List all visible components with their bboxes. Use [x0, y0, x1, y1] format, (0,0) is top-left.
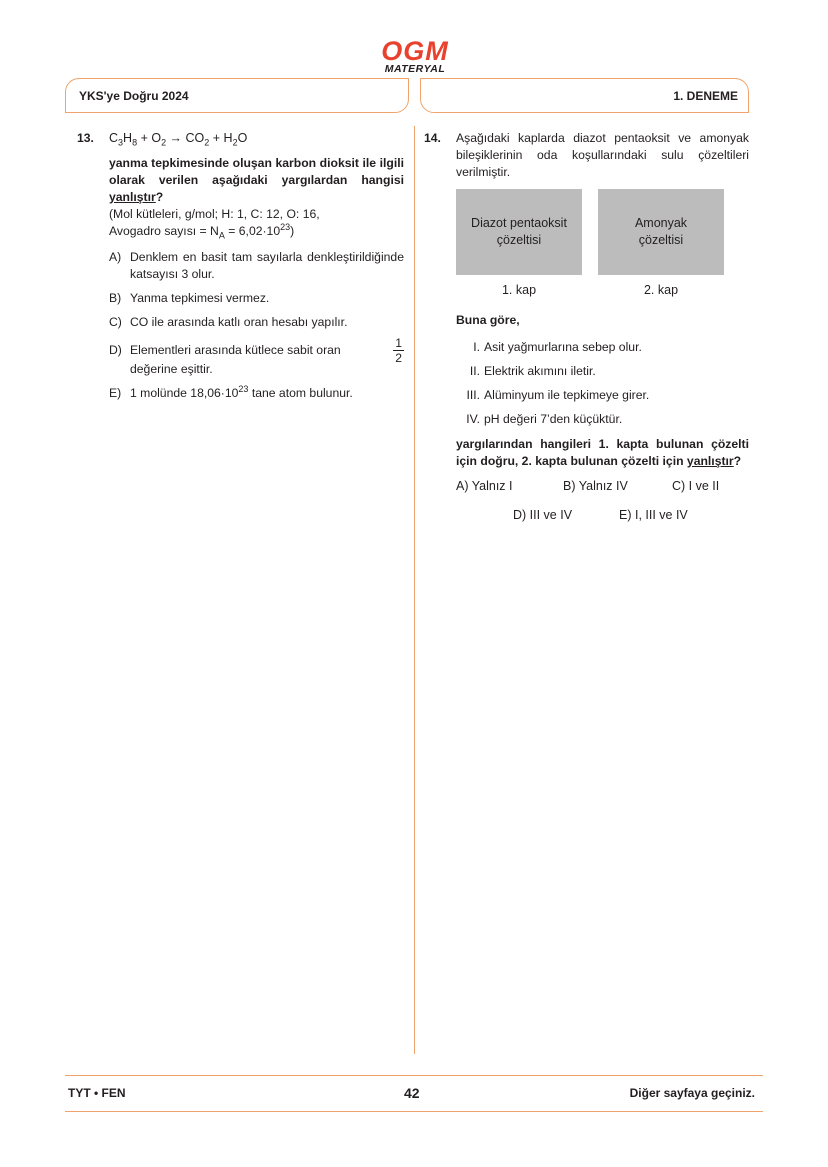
logo-sub-text: MATERYAL: [384, 63, 446, 75]
avogadro-label: Avogadro sayısı = N: [109, 224, 219, 238]
footer-subject: TYT • FEN: [68, 1086, 126, 1100]
fraction-denominator: 2: [395, 351, 402, 365]
column-divider: [414, 126, 415, 1054]
statement-number: III.: [466, 388, 480, 402]
answer-choices: [456, 478, 749, 538]
mass-note-line2: [109, 223, 404, 240]
choice-e[interactable]: E) I, III ve IV: [619, 508, 688, 522]
option-label: E): [109, 386, 122, 400]
footer-top-rule: [65, 1075, 763, 1076]
avogadro-exponent: 23: [280, 221, 291, 232]
header-title: YKS'ye Doğru 2024: [79, 89, 189, 103]
container-1-label: Diazot pentaoksit: [471, 216, 567, 230]
statement-text: pH değeri 7’den küçüktür.: [484, 412, 623, 426]
statement-text: Elektrik akımını iletir.: [484, 364, 596, 378]
statement-number: I.: [473, 340, 480, 354]
footer-next-page: Diğer sayfaya geçiniz.: [629, 1086, 755, 1100]
option-text: CO ile arasında katlı oran hesabı yapılır.: [130, 315, 348, 329]
question-stem: [109, 155, 404, 206]
container-1-label-2: çözeltisi: [496, 233, 542, 247]
option-text: 1 molünde 18,06·10: [130, 386, 239, 400]
question-number: 13.: [77, 131, 94, 145]
statement-3: [456, 387, 749, 404]
option-label: D): [109, 343, 122, 357]
mass-note: [109, 206, 404, 240]
header-left-box: [65, 78, 409, 113]
avogadro-value: = 6,02·10: [224, 224, 281, 238]
container-2-caption: 2. kap: [643, 283, 679, 297]
stem-end: ?: [155, 190, 164, 204]
option-text: Elementleri arasında kütlece sabit oran: [130, 343, 341, 357]
fraction-numerator: 1: [395, 336, 402, 350]
choice-c[interactable]: C) I ve II: [672, 479, 720, 493]
container-2-box: [598, 189, 724, 275]
option-label: C): [109, 315, 122, 329]
ogm-logo: [376, 38, 454, 74]
page-number: 42: [404, 1085, 420, 1101]
question-13: [77, 130, 404, 402]
statement-text: Alüminyum ile tepkimeye girer.: [484, 388, 650, 402]
option-d[interactable]: [109, 336, 404, 378]
statements-list: [456, 339, 749, 428]
prompt-text: yargılarından hangileri 1. kapta bulunan çözelti için doğru, 2. kapta bulunan çözelti için: [456, 437, 749, 468]
reaction-equation: $C_3H_8 + O_2 \to CO_2 + H_2O$: [109, 131, 248, 148]
option-a[interactable]: [109, 249, 404, 283]
prompt-end: ?: [733, 454, 742, 468]
question-prompt: [456, 436, 749, 470]
logo-main-text: OGM: [381, 36, 449, 66]
container-2: [598, 189, 724, 299]
question-intro: Aşağıdaki kaplarda diazot pentaoksit ve amonyak bileşiklerinin oda koşullarındaki sulu çözeltileri verilmiştir.: [456, 131, 749, 179]
footer-bottom-rule: [65, 1111, 763, 1112]
buna-gore: Buna göre,: [456, 313, 520, 327]
choice-d[interactable]: D) III ve IV: [513, 508, 573, 522]
option-text-cont: değerine eşittir.: [130, 362, 213, 376]
option-text: Denklem en basit tam sayılarla denkleştirildiğinde katsayısı 3 olur.: [130, 250, 404, 281]
option-label: A): [109, 250, 122, 264]
choice-b[interactable]: B) Yalnız IV: [563, 479, 628, 493]
containers-figure: [456, 189, 749, 314]
statement-4: [456, 411, 749, 428]
statement-2: [456, 363, 749, 380]
option-label: B): [109, 291, 122, 305]
prompt-underlined: yanlıştır: [686, 454, 734, 468]
option-exponent: 23: [238, 383, 249, 394]
option-text-end: tane atom bulunur.: [248, 386, 353, 400]
stem-underlined: yanlıştır: [109, 190, 156, 204]
container-1-box: [456, 189, 582, 275]
option-c[interactable]: [109, 314, 404, 331]
header-right-box: [420, 78, 749, 113]
option-e[interactable]: [109, 385, 404, 402]
option-text: Yanma tepkimesi vermez.: [130, 291, 270, 305]
statement-number: II.: [469, 364, 480, 378]
fraction: [393, 336, 404, 365]
exam-label: 1. DENEME: [673, 89, 738, 103]
container-1-caption: 1. kap: [501, 283, 537, 297]
avogadro-subscript: A: [218, 230, 225, 241]
mass-note-line1: (Mol kütleleri, g/mol; H: 1, C: 12, O: 16,: [109, 207, 320, 221]
option-b[interactable]: [109, 290, 404, 307]
container-2-label-2: çözeltisi: [638, 233, 684, 247]
choice-a[interactable]: A) Yalnız I: [456, 479, 513, 493]
stem-text: yanma tepkimesinde oluşan karbon dioksit ile ilgili olarak verilen aşağıdaki yargılardan hangisi: [109, 156, 404, 187]
question-number: 14.: [424, 131, 441, 145]
statement-text: Asit yağmurlarına sebep olur.: [484, 340, 642, 354]
container-1: [456, 189, 582, 299]
question-14: [424, 130, 749, 538]
statement-number: IV.: [466, 412, 480, 426]
statement-1: [456, 339, 749, 356]
avogadro-end: ): [290, 224, 295, 238]
container-2-label: Amonyak: [634, 216, 688, 230]
